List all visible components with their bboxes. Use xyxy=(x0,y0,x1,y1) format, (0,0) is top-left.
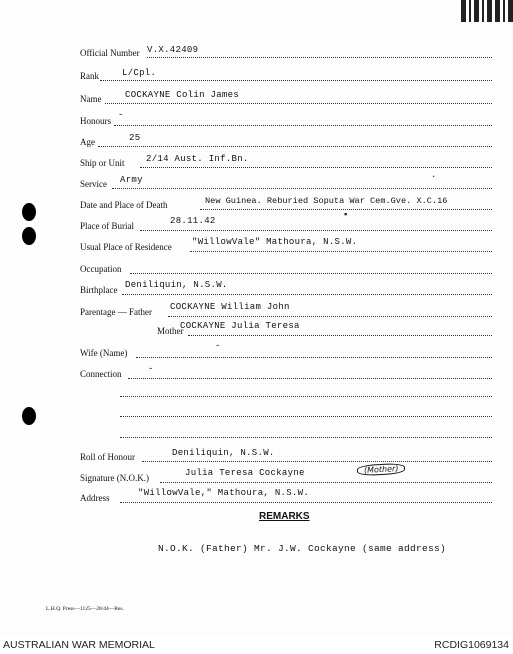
dotted-line xyxy=(147,57,492,58)
name-label: Name xyxy=(80,94,102,104)
rank-label: Rank xyxy=(80,71,99,81)
death-row xyxy=(80,199,167,211)
dotted-line xyxy=(98,146,492,147)
connection-value: - xyxy=(148,364,154,374)
dotted-line xyxy=(105,103,492,104)
connection-label: Connection xyxy=(80,369,122,379)
name-value: COCKAYNE Colin James xyxy=(125,90,240,100)
stray-mark: ▪ xyxy=(343,210,349,220)
dotted-line xyxy=(140,230,492,231)
ship-unit-value: 2/14 Aust. Inf.Bn. xyxy=(146,154,249,164)
footer-bar xyxy=(0,636,513,654)
death-value: New Guinea. Reburied Soputa War Cem.Gve. X.C.16 xyxy=(205,196,448,206)
dotted-line xyxy=(142,461,492,462)
wife-value: - xyxy=(215,341,221,351)
ship-unit-row xyxy=(80,157,125,169)
dotted-line xyxy=(100,80,492,81)
age-row xyxy=(80,136,95,148)
parentage-father-row xyxy=(80,306,152,318)
honours-label: Honours xyxy=(80,116,111,126)
birthplace-label: Birthplace xyxy=(80,285,118,295)
service-row xyxy=(80,178,107,190)
barcode-strip xyxy=(453,0,513,22)
rank-row xyxy=(80,70,99,82)
roll-honour-label: Roll of Honour xyxy=(80,452,135,462)
punch-hole xyxy=(22,203,36,221)
dotted-line xyxy=(120,437,492,438)
dotted-line xyxy=(190,251,492,252)
address-label: Address xyxy=(80,493,110,503)
burial-label: Place of Burial xyxy=(80,221,134,231)
parentage-father-label: Parentage — Father xyxy=(80,307,152,317)
remarks-text: N.O.K. (Father) Mr. J.W. Cockayne (same address) xyxy=(158,543,447,554)
occupation-row xyxy=(80,263,121,275)
residence-row xyxy=(80,241,172,253)
service-label: Service xyxy=(80,179,107,189)
wife-label: Wife (Name) xyxy=(80,348,128,358)
official-number-label: Official Number xyxy=(80,48,140,58)
signature-label: Signature (N.O.K.) xyxy=(80,473,149,483)
stray-mark: · xyxy=(431,172,437,182)
honours-value: - xyxy=(118,110,124,120)
burial-value: 28.11.42 xyxy=(170,216,216,226)
connection-row xyxy=(80,368,122,380)
official-number-value: V.X.42409 xyxy=(147,45,199,55)
press-note: L.H.Q. Press—1125—28/44—Res. xyxy=(46,606,124,612)
remarks-heading: REMARKS xyxy=(259,511,310,522)
dotted-line xyxy=(140,167,492,168)
dotted-line xyxy=(120,396,492,397)
signature-value: Julia Teresa Cockayne xyxy=(185,468,305,478)
dotted-line xyxy=(168,316,492,317)
dotted-line xyxy=(136,357,492,358)
signature-row xyxy=(80,472,149,484)
roll-honour-value: Deniliquin, N.S.W. xyxy=(172,448,275,458)
residence-value: "WillowVale" Mathoura, N.S.W. xyxy=(192,237,358,247)
dotted-line xyxy=(120,416,492,417)
service-value: Army xyxy=(120,175,143,185)
dotted-line xyxy=(112,188,492,189)
honours-row xyxy=(80,115,111,127)
dotted-line xyxy=(188,335,492,336)
parentage-father-value: COCKAYNE William John xyxy=(170,302,290,312)
roll-honour-row xyxy=(80,451,135,463)
dotted-line xyxy=(130,273,492,274)
address-value: "WillowVale," Mathoura, N.S.W. xyxy=(138,488,310,498)
rank-value: L/Cpl. xyxy=(122,68,157,78)
punch-hole xyxy=(22,227,36,245)
wife-row xyxy=(80,347,127,359)
age-label: Age xyxy=(80,137,95,147)
burial-row xyxy=(80,220,134,232)
residence-label: Usual Place of Residence xyxy=(80,242,172,252)
occupation-label: Occupation xyxy=(80,264,122,274)
dotted-line xyxy=(122,294,492,295)
mother-annotation: (Mother) xyxy=(357,463,406,477)
birthplace-row xyxy=(80,284,118,296)
birthplace-value: Deniliquin, N.S.W. xyxy=(125,280,228,290)
dotted-line xyxy=(120,502,492,503)
official-number-row xyxy=(80,47,140,59)
age-value: 25 xyxy=(129,133,141,143)
footer-record-id: RCDIG1069134 xyxy=(434,639,509,651)
dotted-line xyxy=(128,378,492,379)
footer-institution: AUSTRALIAN WAR MEMORIAL xyxy=(3,639,155,651)
parentage-mother-value: COCKAYNE Julia Teresa xyxy=(180,321,300,331)
name-row xyxy=(80,93,102,105)
address-row xyxy=(80,492,110,504)
punch-hole xyxy=(22,407,36,425)
ship-unit-label: Ship or Unit xyxy=(80,158,125,168)
dotted-line xyxy=(114,125,492,126)
dotted-line xyxy=(160,482,492,483)
death-label: Date and Place of Death xyxy=(80,200,168,210)
parentage-mother-label: Mother xyxy=(157,326,184,336)
